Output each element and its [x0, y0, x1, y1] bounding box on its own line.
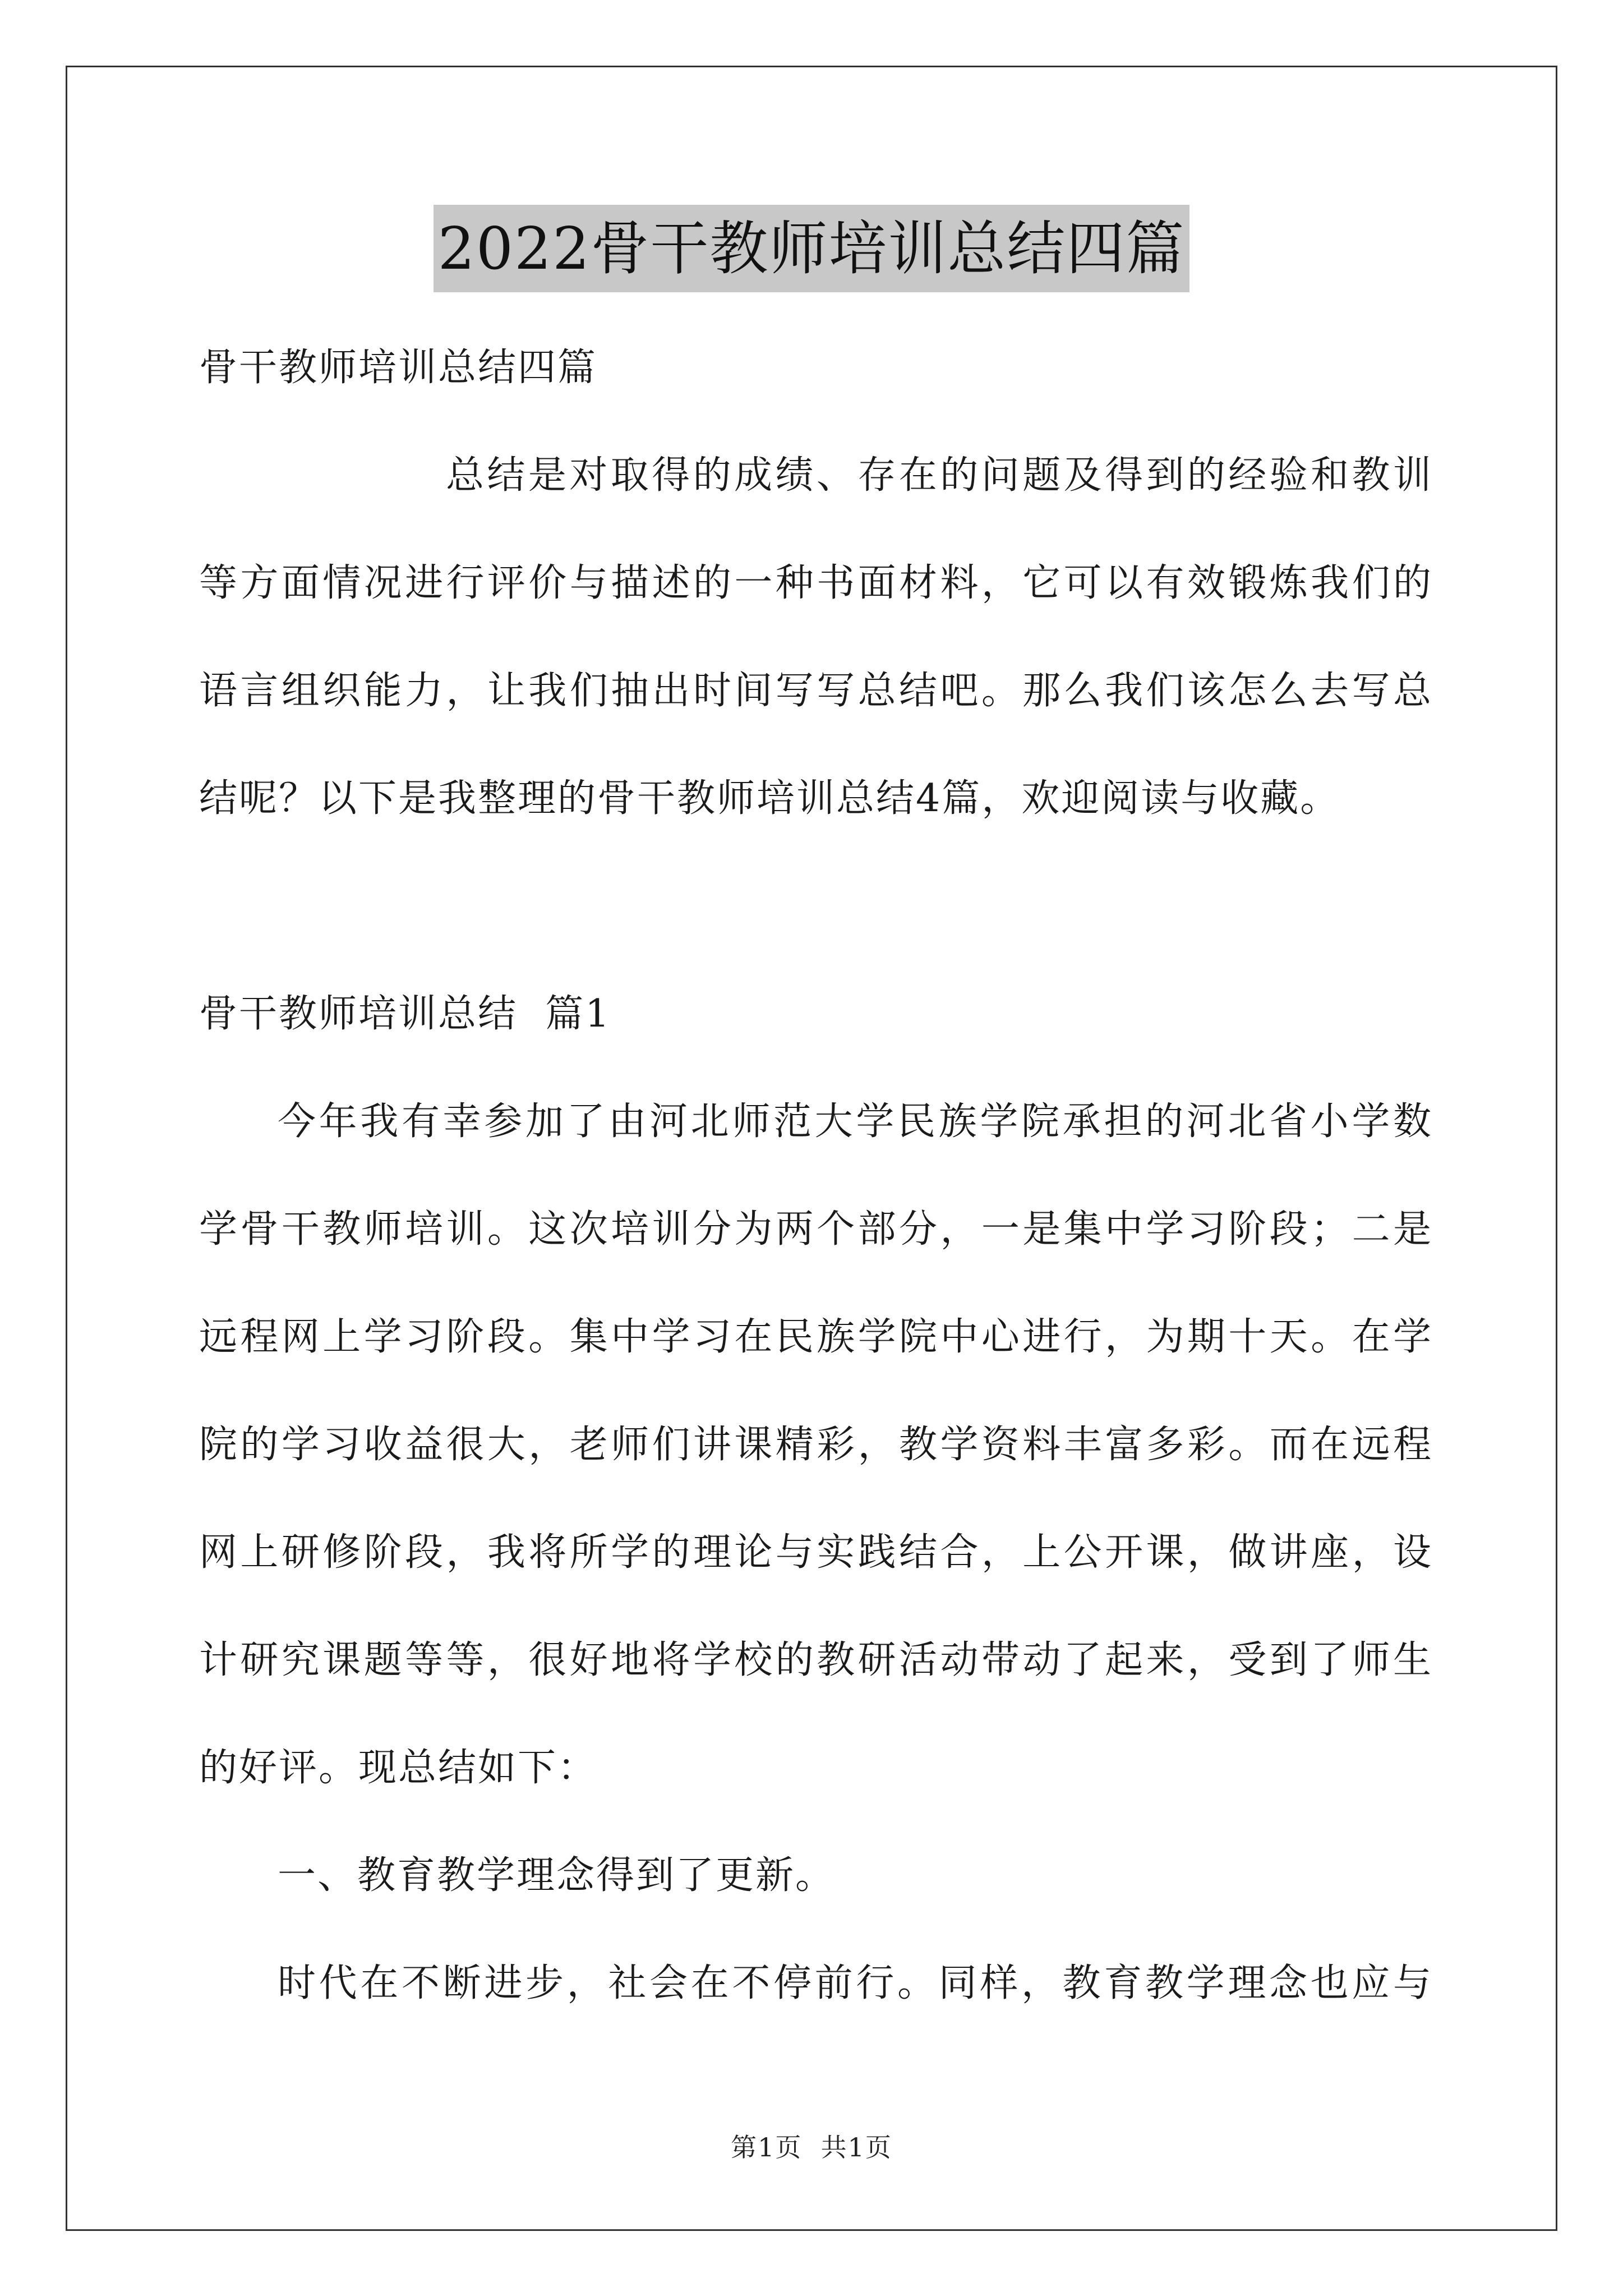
section-line-1: 今年我有幸参加了由河北师范大学民族学院承担的河北省小学数 — [278, 1099, 1433, 1144]
page-footer: 第1页 共1页 — [731, 2132, 892, 2162]
section-heading: 骨干教师培训总结 篇1 — [199, 992, 611, 1036]
point-one-heading: 一、教育教学理念得到了更新。 — [278, 1853, 836, 1898]
section-line-4: 院的学习收益很大，老师们讲课精彩，教学资料丰富多彩。而在远程 — [199, 1423, 1433, 1467]
document-subtitle: 骨干教师培训总结四篇 — [199, 346, 598, 390]
intro-line-3: 语言组织能力，让我们抽出时间写写总结吧。那么我们该怎么去写总 — [199, 669, 1433, 713]
body-last-line: 时代在不断进步，社会在不停前行。同样，教育教学理念也应与 — [278, 1961, 1433, 2005]
title-container — [0, 205, 1623, 292]
intro-line-4: 结呢？以下是我整理的骨干教师培训总结4篇，欢迎阅读与收藏。 — [199, 776, 1340, 821]
section-line-6: 计研究课题等等，很好地将学校的教研活动带动了起来，受到了师生 — [199, 1638, 1433, 1682]
section-line-2: 学骨干教师培训。这次培训分为两个部分，一是集中学习阶段；二是 — [199, 1207, 1433, 1251]
section-line-5: 网上研修阶段，我将所学的理论与实践结合，上公开课，做讲座，设 — [199, 1530, 1433, 1575]
document-title: 2022骨干教师培训总结四篇 — [434, 205, 1190, 292]
section-line-7: 的好评。现总结如下： — [199, 1746, 598, 1790]
intro-line-2: 等方面情况进行评价与描述的一种书面材料，它可以有效锻炼我们的 — [199, 561, 1433, 605]
document-body — [199, 314, 1433, 2037]
section-line-3: 远程网上学习阶段。集中学习在民族学院中心进行，为期十天。在学 — [199, 1315, 1433, 1359]
intro-line-1: 总结是对取得的成绩、存在的问题及得到的经验和教训 — [446, 453, 1433, 498]
spacer — [199, 853, 1433, 960]
